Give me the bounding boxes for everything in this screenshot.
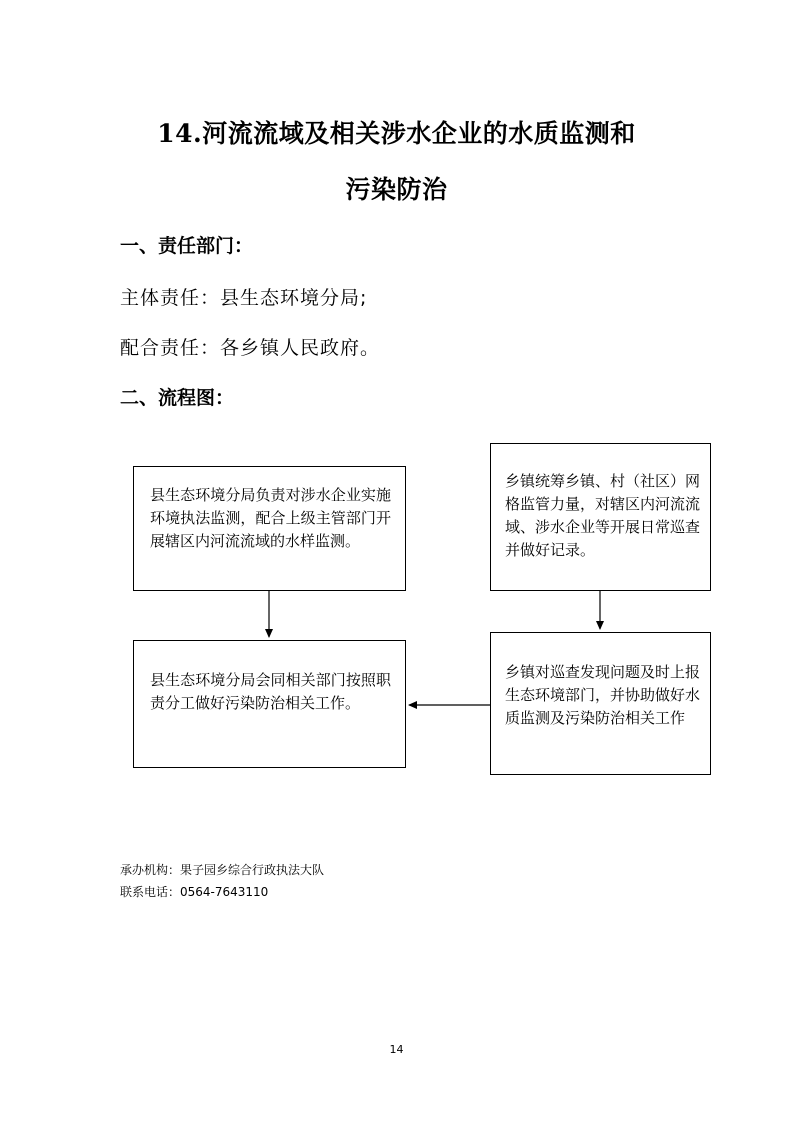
secondary-responsibility: 配合责任：各乡镇人民政府。	[120, 337, 381, 359]
flow-box-county-lead-text: 县生态环境分局负责对涉水企业实施环境执法监测，配合上级主管部门开展辖区内河流流域的水样监测。	[150, 486, 391, 550]
footer-phone: 联系电话：0564-7643110	[120, 885, 269, 899]
flow-box-township-patrol-text: 乡镇统筹乡镇、村（社区）网格监管力量，对辖区内河流流域、涉水企业等开展日常巡查并做好记录。	[505, 472, 701, 559]
page-number: 14	[389, 1043, 404, 1056]
section-heading-responsibility: 一、责任部门：	[120, 235, 254, 257]
flow-box-township-report-text: 乡镇对巡查发现问题及时上报生态环境部门，并协助做好水质监测及污染防治相关工作	[505, 663, 701, 727]
document-title-line-1: 14.河流流域及相关涉水企业的水质监测和	[157, 119, 636, 148]
document-title-line-2: 污染防治	[345, 175, 448, 204]
footer-organizer: 承办机构：果子园乡综合行政执法大队	[120, 863, 325, 877]
section-heading-flowchart: 二、流程图：	[120, 387, 235, 409]
flow-box-county-joint-text: 县生态环境分局会同相关部门按照职责分工做好污染防治相关工作。	[150, 671, 391, 712]
primary-responsibility: 主体责任：县生态环境分局;	[120, 287, 368, 309]
